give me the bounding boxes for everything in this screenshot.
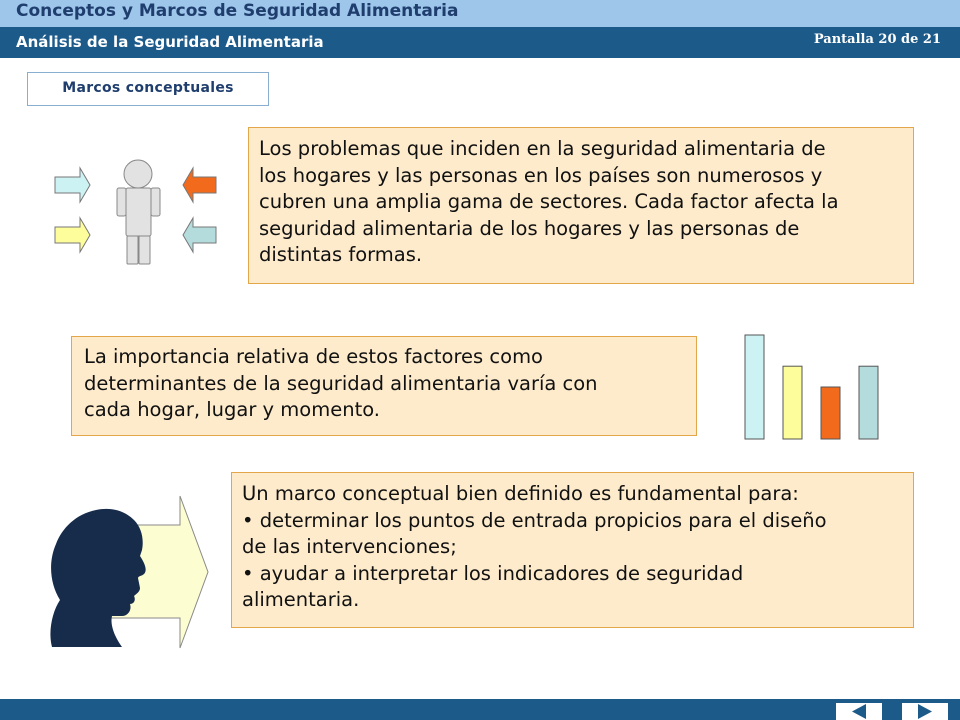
importance-text-box (71, 336, 697, 436)
bar-3 (821, 387, 840, 439)
problems-text-box (248, 127, 914, 284)
bullet-line: • ayudar a interpretar los indicadores de seguridad (242, 561, 744, 585)
text-line: Un marco conceptual bien definido es fundamental para: (242, 482, 799, 505)
framework-text-box (231, 472, 914, 628)
text-line: determinantes de la seguridad alimentaria varía con (84, 371, 598, 395)
text-line: seguridad alimentaria de los hogares y las personas de (259, 216, 800, 240)
screen-counter: Pantalla 20 de 21 (813, 32, 941, 47)
text-line: alimentaria. (242, 588, 360, 611)
arrow-left-blue-icon (183, 218, 216, 252)
bar-2 (783, 366, 802, 439)
footer-bar (0, 699, 960, 720)
previous-button[interactable] (836, 703, 882, 720)
head-silhouette-icon (50, 509, 145, 647)
text-line: distintas formas. (259, 243, 423, 266)
person-figure-icon (117, 160, 160, 264)
text-line: Los problemas que inciden en la seguridad alimentaria de (259, 137, 826, 160)
arrow-right-yellow-icon (55, 218, 90, 252)
bar-4 (859, 366, 878, 439)
next-arrow-icon (902, 703, 948, 720)
text-line: los hogares y las personas en los países son numerosos y (259, 163, 823, 187)
text-line: de las intervenciones; (242, 535, 457, 558)
lesson-title: Análisis de la Seguridad Alimentaria (16, 33, 324, 51)
head-silhouette-graphic (40, 492, 215, 652)
section-tab-label: Marcos conceptuales (62, 80, 234, 96)
next-button[interactable] (902, 703, 948, 720)
section-tab (27, 72, 269, 106)
bars-group (745, 335, 878, 439)
subheader-bar (0, 27, 960, 58)
text-line: cada hogar, lugar y momento. (84, 398, 380, 421)
text-line: La importancia relativa de estos factores como (84, 345, 543, 368)
header-bar (0, 0, 960, 27)
text-line: cubren una amplia gama de sectores. Cada factor afecta la (259, 190, 839, 213)
bullet-line: • determinar los puntos de entrada propicios para el diseño (242, 508, 827, 532)
arrow-right-cyan-icon (55, 168, 90, 202)
previous-arrow-icon (836, 703, 882, 720)
bar-1 (745, 335, 764, 439)
course-title: Conceptos y Marcos de Seguridad Alimentaria (16, 1, 459, 21)
arrow-left-orange-icon (183, 168, 216, 202)
person-with-arrows-graphic (50, 155, 225, 270)
bar-graphic (740, 332, 890, 442)
